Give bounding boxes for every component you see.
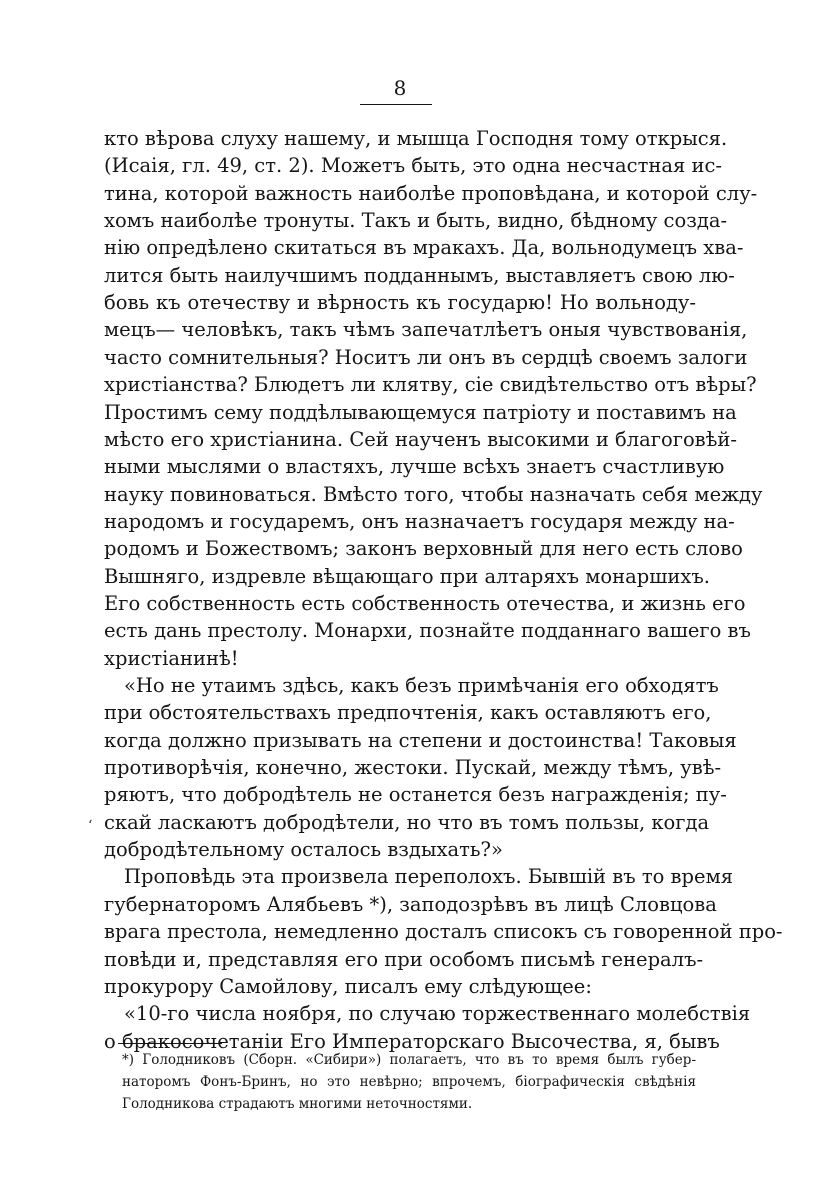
- text-line: Проповѣдь эта произвела переполохъ. Бывшій въ то время: [124, 865, 734, 889]
- text-line: Его собственность есть собственность отечества, и жизнь его: [104, 591, 746, 615]
- text-line: (Исаія, гл. 49, ст. 2). Можетъ быть, это одна несчастная ис-: [104, 154, 722, 178]
- footnote-line: Голодникова страдаютъ многими неточностями.: [122, 1096, 473, 1112]
- text-line: мецъ— человѣкъ, такъ чѣмъ запечатлѣетъ оныя чувствованія,: [104, 318, 748, 342]
- text-line: Простимъ сему поддѣлывающемуся патріоту и поставимъ на: [104, 400, 737, 424]
- page-number: 8: [393, 76, 407, 100]
- text-line: о бракосочетаніи Его Императорскаго Высочества, я, бывъ: [104, 1029, 720, 1053]
- text-line: науку повиноваться. Вмѣсто того, чтобы назначать себя между: [104, 482, 763, 506]
- text-line: бовь къ отечеству и вѣрность къ государю! Но вольноду-: [104, 291, 696, 315]
- text-line: лится быть наилучшимъ подданнымъ, выставляетъ свою лю-: [104, 263, 735, 287]
- text-line: Вышняго, издревле вѣщающаго при алтаряхъ монаршихъ.: [104, 564, 711, 588]
- text-line: губернаторомъ Алябьевъ *), заподозрѣвъ въ лицѣ Словцова: [104, 892, 717, 916]
- text-line: добродѣтельному осталось вздыхать?»: [104, 838, 503, 862]
- text-line: при обстоятельствахъ предпочтенія, какъ оставляютъ его,: [104, 701, 712, 725]
- text-line: христіанства? Блюдетъ ли клятву, сіе свидѣтельство отъ вѣры?: [104, 373, 757, 397]
- text-line: прокурору Самойлову, писалъ ему слѣдующее:: [104, 974, 592, 998]
- text-line: мѣсто его христіанина. Сей наученъ высокими и благоговѣй-: [104, 427, 738, 451]
- text-line: народомъ и государемъ, онъ назначаетъ государя между на-: [104, 509, 735, 533]
- text-line: кто вѣрова слуху нашему, и мышца Господня тому открыся.: [104, 127, 728, 150]
- text-line: «Но не утаимъ здѣсь, какъ безъ примѣчанія его обходятъ: [124, 674, 719, 697]
- text-line: врага престола, немедленно досталъ списокъ съ говоренной про-: [104, 920, 783, 944]
- footnote-line: наторомъ Фонъ-Бринъ, но это невѣрно; впрочемъ, біографическія свѣдѣнія: [122, 1074, 696, 1090]
- footnote-rule: [118, 1043, 222, 1044]
- footnote-line: *) Голодниковъ (Сборн. «Сибири») полагаетъ, что въ то время былъ губер-: [122, 1052, 696, 1068]
- text-line: ряютъ, что добродѣтель не останется безъ награжденія; пу-: [104, 783, 727, 807]
- text-line: скай ласкаютъ добродѣтели, но что въ томъ пользы, когда: [104, 810, 710, 834]
- text-line: христіанинѣ!: [104, 646, 239, 670]
- header-rule: [360, 104, 432, 105]
- text-line: «10-го числа ноября, по случаю торжественнаго молебствія: [124, 1002, 751, 1026]
- text-line: ными мыслями о властяхъ, лучше всѣхъ знаетъ счастливую: [104, 455, 725, 479]
- text-line: нію опредѣлено скитаться въ мракахъ. Да, вольнодумецъ хва-: [104, 236, 744, 260]
- text-line: хомъ наиболѣе тронуты. Такъ и быть, видно, бѣдному созда-: [104, 209, 728, 233]
- text-line: повѣди и, представляя его при особомъ письмѣ генералъ-: [104, 947, 704, 971]
- text-line: есть дань престолу. Монархи, познайте подданнаго вашего въ: [104, 619, 751, 643]
- text-line: тина, которой важность наиболѣе проповѣдана, и которой слу-: [104, 181, 758, 205]
- margin-mark: ‘: [88, 818, 93, 834]
- text-line: когда должно призывать на степени и достоинства! Таковыя: [104, 728, 737, 752]
- text-line: противорѣчія, конечно, жестоки. Пускай, между тѣмъ, увѣ-: [104, 756, 722, 780]
- text-line: часто сомнительныя? Носитъ ли онъ въ сердцѣ своемъ залоги: [104, 345, 748, 369]
- text-line: родомъ и Божествомъ; законъ верховный для него есть слово: [104, 537, 743, 561]
